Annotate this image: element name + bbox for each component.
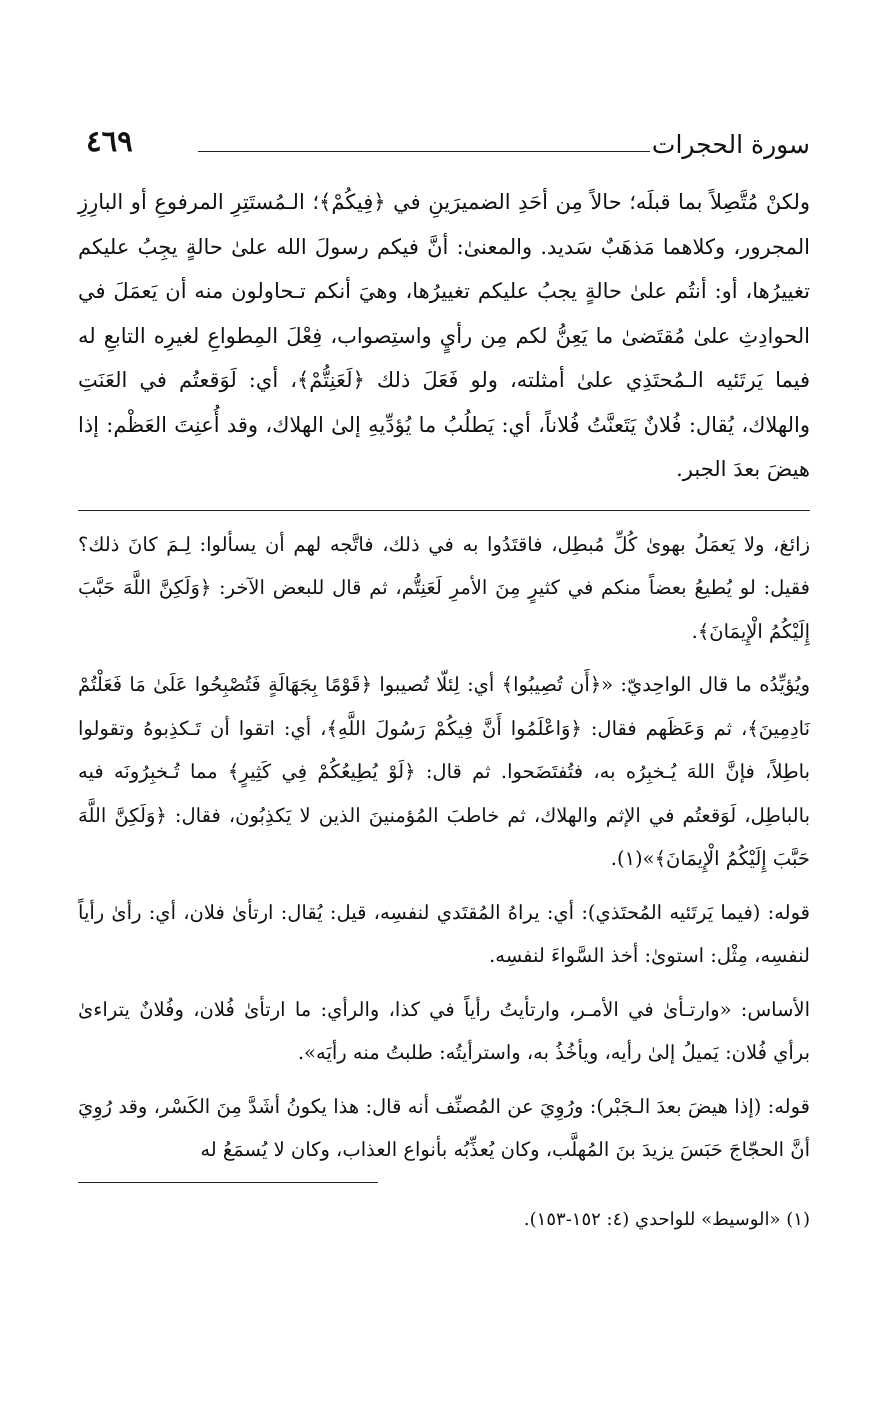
main-paragraph: ولكنْ مُتَّصِلاً بما قبلَه؛ حالاً مِن أحَدِ الضميرَينِ في ﴿فِيكُمْ﴾؛ الـمُستَتِرِ المرفوعِ أو البارِزِ المجرور، وكلاهما مَذهَبٌ سَديد. والمعنىٰ: أنَّ فيكم رسولَ الله علىٰ حالةٍ يجِبُ عليكم تغييرُها، أو: أنتُم علىٰ حالةٍ يجبُ عليكم تغييرُها، وهيَ أنكم تـحاولون منه أن يَعمَلَ في الحوادِثِ علىٰ مُقتَضىٰ ما يَعِنُّ لكم مِن رأيٍ واستِصواب، فِعْلَ المِطواعِ لغيرِه التابعِ له فيما يَرتَئيه الـمُحتَذِي علىٰ أمثلته، ولو فَعَلَ ذلك ﴿لَعَنِتُّمْ﴾، أي: لَوَقعتُم في العَنَتِ والهلاك، يُقال: فُلانٌ يَتَعنَّتُ فُلاناً، أي: يَطلُبُ ما يُؤدِّيهِ إلىٰ الهلاك، وقد أُعنِتَ العَظْم: إذا هيضَ بعدَ الجبر. (78, 190, 810, 481)
commentary-paragraph: ويُؤيِّدُه ما قال الواحِديّ: «﴿أَن تُصِيبُوا﴾ أي: لِئلّا تُصيبوا ﴿قَوْمًا بِجَهَالَةٍ فَتُصْبِحُوا عَلَىٰ مَا فَعَلْتُمْ نَادِمِينَ﴾، ثم وَعَظَهم فقال: ﴿وَاعْلَمُوا أَنَّ فِيكُمْ رَسُولَ اللَّهِ﴾، أي: اتقوا أن تَـكذِبوهُ وتقولوا باطِلاً، فإنَّ اللهَ يُـخبِرُه به، فتُفتَضَحوا. ثم قال: ﴿لَوْ يُطِيعُكُمْ فِي كَثِيرٍ﴾ مما تُـخبِرُونَه فيه بالباطِل، لَوَقعتُم في الإثم والهلاك، ثم خاطبَ المُؤمنينَ الذين لا يَكذِبُون، فقال: ﴿وَلَكِنَّ اللَّهَ حَبَّبَ إِلَيْكُمُ الْإِيمَانَ﴾»(١). (78, 673, 810, 870)
section-divider (78, 510, 810, 511)
commentary-paragraph: زائغ، ولا يَعمَلُ بهوىٰ كُلِّ مُبطِل، فاقتَدُوا به في ذلك، فاتَّجه لهم أن يسألوا: لِـمَ كانَ ذلك؟ فقيل: لو يُطيعُ بعضاً منكم في كثيرٍ مِنَ الأمرِ لَعَنِتُّم، ثم قال للبعض الآخر: ﴿وَلَكِنَّ اللَّهَ حَبَّبَ إِلَيْكُمُ الْإِيمَانَ﴾. (78, 532, 810, 643)
surah-title: سورة الحجرات (651, 130, 810, 159)
footnote-rule (78, 1182, 378, 1183)
footnotes (78, 1205, 810, 1235)
commentary-paragraph: قوله: (فيما يَرتَئيه المُحتَذي): أي: يراهُ المُقتَدي لنفسِه، قيل: يُقال: ارتأىٰ فلان، أي: رأىٰ رأياً لنفسِه، مِثْل: استوىٰ: أخذ السَّواءَ لنفسِه. (78, 900, 810, 967)
commentary-paragraph: قوله: (إذا هيضَ بعدَ الـجَبْر): ورُوِيَ عن المُصنِّف أنه قال: هذا يكونُ أشَدَّ مِنَ الكَسْر، وقد رُوِيَ أنَّ الحجّاجَ حَبَسَ يزيدَ بنَ المُهلَّب، وكان يُعذِّبُه بأنواع العذاب، وكان لا يُسمَعُ له (78, 1094, 810, 1161)
book-page (78, 118, 810, 1235)
commentary-paragraph: الأساس: «وارتـأىٰ في الأمـر، وارتأيتُ رأياً في كذا، والرأي: ما ارتأىٰ فُلان، وفُلانٌ يتراءىٰ برأي فُلان: يَميلُ إلىٰ رأيه، ويأخُذُ به، واسترأيتُه: طلبتُ منه رأيَه». (78, 997, 810, 1064)
running-header (78, 118, 810, 166)
header-rule (198, 151, 650, 152)
page-number: ٤٦٩ (86, 124, 133, 158)
commentary-block (78, 523, 810, 1172)
main-text-block (78, 180, 810, 492)
footnote: (١) «الوسيط» للواحدي (٤: ١٥٢-١٥٣). (523, 1208, 810, 1230)
